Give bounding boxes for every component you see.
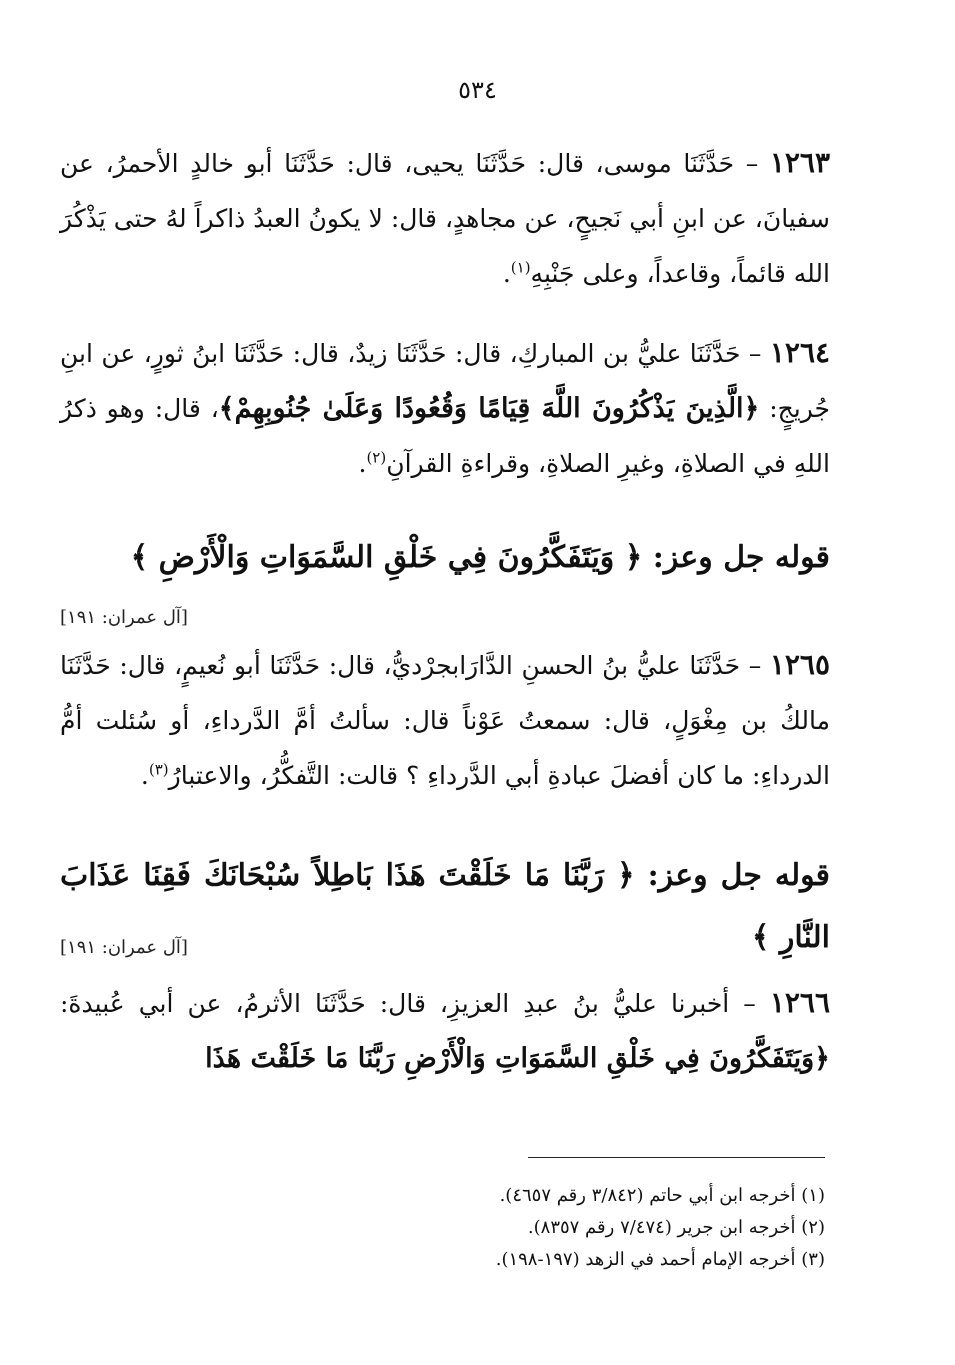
footnote-reference: (١) [510,258,531,277]
hadith-1263 [60,135,830,301]
footnote-reference: (٣) [148,760,169,779]
hadith-end: . [502,259,511,288]
hadith-number: ١٢٦٥ [769,648,830,681]
heading-quran: ﴿ وَيَتَفَكَّرُونَ فِي خَلْقِ السَّمَوَاتِ وَالْأَرْضِ ﴾ [130,540,643,575]
hadith-1266 [60,975,830,1086]
quran-verse: ﴿وَيَتَفَكَّرُونَ فِي خَلْقِ السَّمَوَاتِ وَالْأَرْضِ رَبَّنَا مَا خَلَقْتَ هَذَا [205,1043,830,1074]
hadith-end: . [140,761,149,790]
hadith-text: – حَدَّثَنَا عليُّ بنُ الحسنِ الدَّارَابجرْديُّ، قال: حَدَّثَنَا أبو نُعيمٍ، قال: حَدَّثَنَا مالكُ بن مِغْوَلٍ، قال: سمعتُ عَوْناً قال: سألتُ أمَّ الدَّرداءِ، أو سُئلت أمُّ الدرداءِ: ما كان أفضلَ عبادةِ أبي الدَّرداءِ ؟ قالت: التَّفكُّرُ، والاعتبارُ [60,651,830,790]
section-heading-1 [60,527,830,589]
footnote-3: (٣) أخرجه الإمام أحمد في الزهد (١٩٧-١٩٨). [495,1249,825,1270]
heading-prefix: قوله جل وعز: [634,858,830,893]
footnote-reference: (٢) [366,448,387,467]
quran-verse: ﴿الَّذِينَ يَذْكُرُونَ اللَّهَ قِيَامًا وَقُعُودًا وَعَلَىٰ جُنُوبِهِمْ﴾ [218,393,760,424]
heading-prefix: قوله جل وعز: [642,540,830,575]
footnotes [300,1180,825,1276]
hadith-number: ١٢٦٣ [769,146,830,179]
hadith-number: ١٢٦٦ [769,986,830,1019]
hadith-text-continued: ، قال: وهو ذكرُ اللهِ في الصلاةِ، وغيرِ الصلاةِ، وقراءةِ القرآنِ [60,394,830,478]
hadith-1265 [60,637,830,803]
hadith-text: – حَدَّثَنَا عليُّ بن المباركِ، قال: حَدَّثَنَا زيدٌ، قال: حَدَّثَنَا ابنُ ثورٍ، عن ابنِ جُريجٍ: [60,339,830,423]
heading-quran: ﴿ رَبَّنَا مَا خَلَقْتَ هَذَا بَاطِلاً سُبْحَانَكَ فَقِنَا عَذَابَ النَّارِ ﴾ [60,858,830,955]
citation-2: [آل عمران: ١٩١] [60,937,188,958]
footnote-1: (١) أخرجه ابن أبي حاتم (٣/٨٤٢ رقم ٤٦٥٧). [499,1185,825,1206]
citation-1: [آل عمران: ١٩١] [60,607,188,628]
hadith-text: – أخبرنا عليُّ بنُ عبدِ العزيزِ، قال: حَدَّثَنَا الأثرمُ، عن أبي عُبيدةَ: [60,989,756,1018]
hadith-text: – حَدَّثَنَا موسى، قال: حَدَّثَنَا يحيى، قال: حَدَّثَنَا أبو خالدٍ الأحمرُ، عن سفيانَ، عن ابنِ أبي نَجيحٍ، عن مجاهدٍ، قال: لا يكونُ العبدُ ذاكراً لهُ حتى يَذْكُرَ الله قائماً، وقاعداً، وعلى جَنْبِهِ [60,149,830,288]
footnote-2: (٢) أخرجه ابن جرير (٧/٤٧٤ رقم ٨٣٥٧). [527,1217,825,1238]
hadith-number: ١٢٦٤ [769,336,831,369]
hadith-end: . [358,449,367,478]
page-number: ٥٣٤ [458,76,497,104]
footnote-divider [528,1157,825,1158]
hadith-1264 [60,325,830,491]
